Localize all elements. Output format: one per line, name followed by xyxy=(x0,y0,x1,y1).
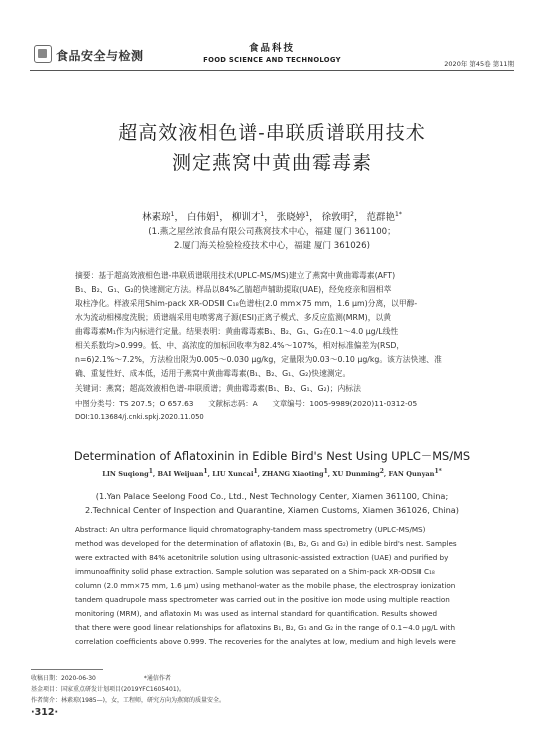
journal-section-name: 食品安全与检测 xyxy=(56,49,144,63)
page-number: ·312· xyxy=(31,707,59,718)
abstract-cn-line: 摘要：基于超高效液相色谱-串联质谱联用技术(UPLC-MS/MS)建立了燕窝中黄曲霉毒素(AFT) xyxy=(75,271,396,280)
footnote-funding: 基金项目：国家重点研发计划项目(2019YFC1605401)。 xyxy=(31,686,185,693)
author-en: LIN Suqiong$^1$ xyxy=(102,467,153,478)
author-cn: 柳训才$^1$ xyxy=(231,210,265,223)
header-divider xyxy=(30,70,514,71)
abstract-en-line: monitoring (MRM), and aflatoxin M₁ was used as internal standard for quantification. Results showed xyxy=(75,609,438,618)
abstract-en-line: that there were good linear relationships for aflatoxins B₁, B₂, G₁ and G₂ in the range of 0.1~4.0 μg/L with xyxy=(75,623,456,632)
abstract-en-line: tandem quadrupole mass spectrometer was carried out in the positive ion mode using multiple reaction xyxy=(75,595,450,604)
affiliation-cn-1: (1.燕之屋丝浓食品有限公司燕窝技术中心，福建 厦门 361100； xyxy=(148,227,396,237)
author-cn: 白伟娟$^1$ xyxy=(187,210,220,223)
abstract-en-line: Abstract: An ultra performance liquid chromatography-tandem mass spectrometry (UPLC-MS/MS) xyxy=(75,525,426,534)
footnote-divider xyxy=(31,669,103,670)
abstract-cn-line: 确、重复性好、成本低，适用于燕窝中黄曲霉毒素(B₁、B₂、G₁、G₂)快速测定。 xyxy=(75,369,351,378)
abstract-en-line: column (2.0 mm×75 mm, 1.6 μm) using methanol-water as the mobile phase, the electrospray ionization xyxy=(75,581,456,590)
abstract-en-line: method was developed for the determination of aflatoxin (B₁, B₂, G₁ and G₂) in edible bird's nest. Samples xyxy=(75,539,457,548)
abstract-en-line: were extracted with 84% acetonitrile solution using ultrasonic-assisted extraction (UAE) and purified by xyxy=(75,553,449,562)
affiliation-cn-2: 2.厦门海关检验检疫技术中心，福建 厦门 361026) xyxy=(174,241,370,251)
author-en: XU Dunming$^2$ xyxy=(332,467,384,478)
footnote-author-bio: 作者简介：林素琼(1985—)，女，工程师，研究方向为燕窝的质量安全。 xyxy=(31,697,225,704)
abstract-cn-line: n=6)2.1%～7.2%，方法检出限为0.005～0.030 μg/kg，定量限为0.03～0.10 μg/kg。该方法快速、准 xyxy=(75,355,442,364)
abstract-cn-line: 水为流动相梯度洗脱；质谱端采用电喷雾离子源(ESI)正离子模式、多反应监测(MRM)，以黄 xyxy=(75,313,392,322)
abstract-cn-line: 相关系数均>0.999。低、中、高浓度的加标回收率为82.4%～107%，相对标准偏差为(RSD， xyxy=(75,341,405,350)
author-cn: 张晓婷$^1$ xyxy=(276,210,310,223)
issue-info: 2020年 第45卷 第11期 xyxy=(444,60,514,68)
author-en: FAN Qunyan$^{1*}$ xyxy=(388,467,442,478)
authors-en: LIN Suqiong$^1$, BAI Weijuan$^1$, LIU Xuncai$^1$, ZHANG Xiaoting$^1$, XU Dunming$^2$, FAN Qunyan$^{1*}$ xyxy=(102,467,442,478)
author-cn: 徐敦明$^2$ xyxy=(321,210,354,223)
abstract-cn-line: 取柱净化。样液采用Shim-pack XR-ODSⅢ C₁₈色谱柱(2.0 mm×75 mm，1.6 μm)分离，以甲醇- xyxy=(75,299,418,308)
author-en: LIU Xuncai$^1$ xyxy=(212,467,258,478)
title-cn-line-1: 超高效液相色谱-串联质谱联用技术 xyxy=(118,122,426,144)
keywords-cn: 关键词：燕窝；超高效液相色谱-串联质谱；黄曲霉毒素(B₁、B₂、G₁、G₂)；内标法 xyxy=(75,384,361,393)
author-en: BAI Weijuan$^1$ xyxy=(157,467,208,478)
journal-name-en: FOOD SCIENCE AND TECHNOLOGY xyxy=(203,56,341,64)
author-cn: 范群艳$^{1*}$ xyxy=(366,210,402,223)
affiliation-en-1: (1.Yan Palace Seelong Food Co., Ltd., Nest Technology Center, Xiamen 361100, China; xyxy=(95,491,449,501)
abstract-en-line: correlation coefficients above 0.999. The recoveries for the analytes at low, medium and high levels were xyxy=(75,637,456,646)
affiliation-en-2: 2.Technical Center of Inspection and Quarantine, Xiamen Customs, Xiamen 361026, China) xyxy=(85,505,459,515)
classification-info: 中图分类号：TS 207.5；O 657.63 文献标志码：A 文章编号：1005-9989(2020)11-0312-05 xyxy=(75,399,418,408)
abstract-en-line: immunoaffinity solid phase extraction. Sample solution was separated on a Shim-pack XR-ODSⅢ C₁₈ xyxy=(75,567,435,576)
abstract-cn-line: B₁、B₂、G₁、G₂的快速测定方法。样品以84%乙腈超声辅助提取(UAE)，经免疫亲和固相萃 xyxy=(75,285,392,294)
doi: DOI:10.13684/j.cnki.spkj.2020.11.050 xyxy=(75,413,204,421)
footnote-received: 收稿日期：2020-06-30 *通信作者 xyxy=(31,675,171,682)
author-cn: 林素琼$^1$ xyxy=(142,210,175,223)
author-en: ZHANG Xiaoting$^1$ xyxy=(262,467,328,478)
abstract-cn-line: 曲霉毒素M₁作为内标进行定量。结果表明：黄曲霉毒素B₁、B₂、G₁、G₂在0.1～4.0 μg/L线性 xyxy=(75,327,399,336)
title-cn-line-2: 测定燕窝中黄曲霉毒素 xyxy=(171,152,372,174)
title-en: Determination of Aflatoxinin in Edible Bird's Nest Using UPLC－MS/MS xyxy=(73,449,471,463)
journal-name-cn: 食品科技 xyxy=(248,43,295,54)
authors-cn: 林素琼$^1$， 白伟娟$^1$， 柳训才$^1$， 张晓婷$^1$， 徐敦明$^2$， 范群艳$^{1*}$ xyxy=(142,210,402,223)
